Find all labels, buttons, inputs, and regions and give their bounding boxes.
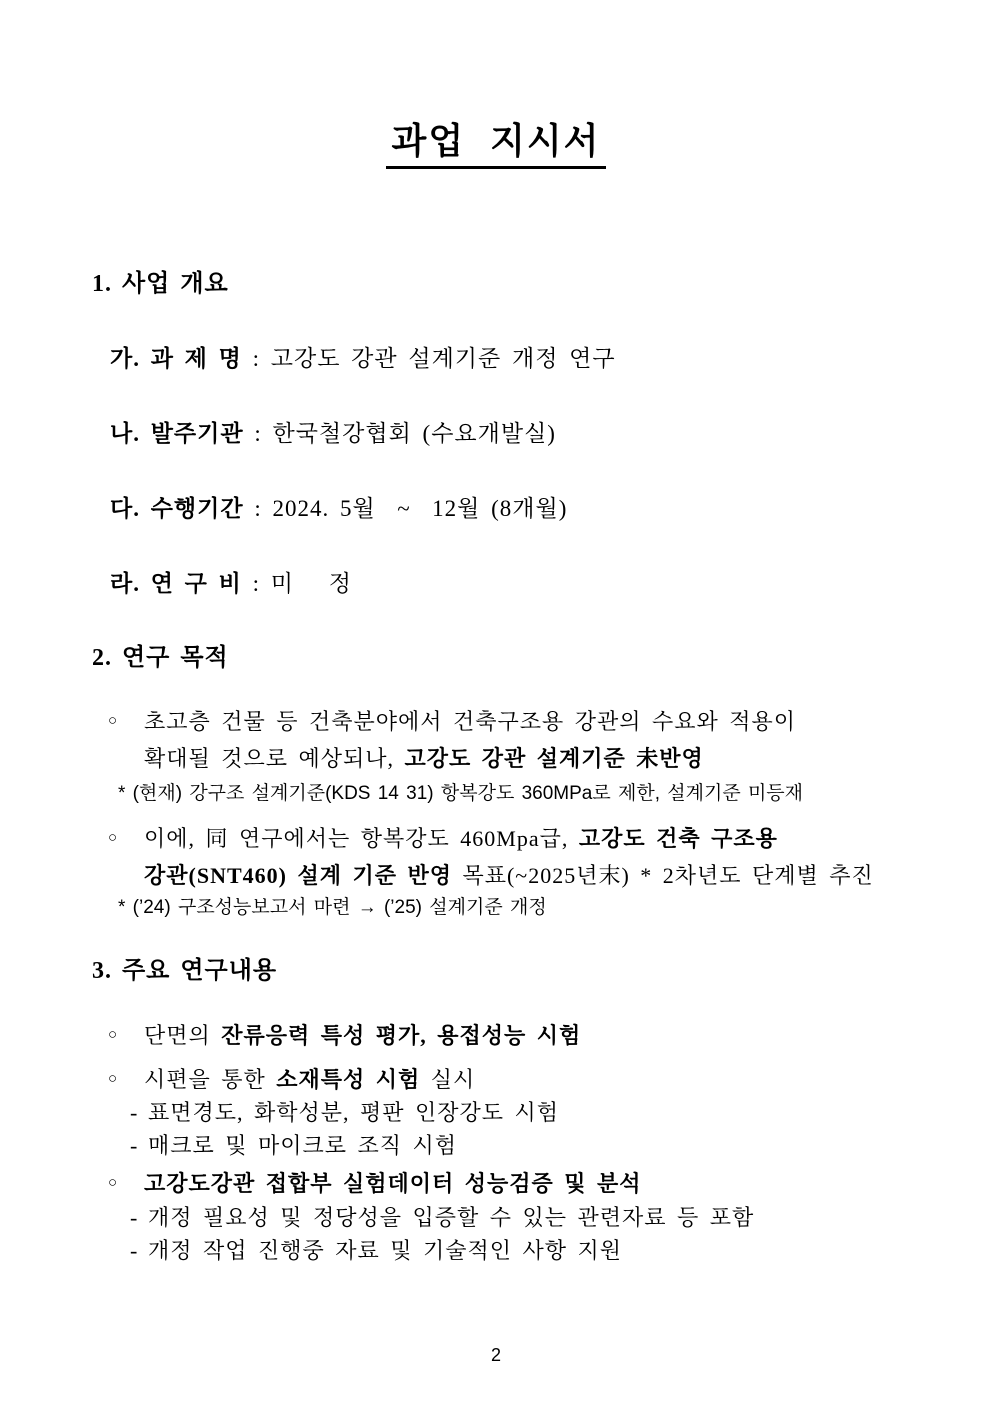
footnote (118, 780, 992, 807)
text-run-bold: 고강도강관 접합부 실험데이터 성능검증 및 분석 (144, 1171, 642, 1196)
text-run: 단면의 (144, 1023, 222, 1048)
sub-list-item (130, 1202, 992, 1233)
bullet-text (144, 820, 992, 894)
field-separator: : (241, 346, 271, 371)
bullet-marker: ○ (108, 713, 119, 729)
bullet-marker: ○ (108, 1071, 119, 1087)
bullet-text (144, 1168, 992, 1199)
text-run: 목표(~2025년末) * 2차년도 단계별 추진 (451, 863, 874, 888)
bullet-text (144, 1020, 992, 1051)
bullet-line (144, 820, 992, 857)
bullet-marker: ○ (108, 1027, 119, 1043)
dash-marker: - (130, 1205, 139, 1230)
field-separator: : (243, 496, 273, 521)
field-label: 다. 수행기간 (110, 496, 244, 521)
text-run-bold: 고강도 강관 설계기준 未반영 (404, 746, 704, 771)
field-value: 2024. 5월 ~ 12월 (8개월) (272, 496, 568, 521)
sub-list-item (130, 1097, 992, 1128)
dash-marker: - (130, 1100, 139, 1125)
text-run-bold: 소재특성 시험 (276, 1067, 421, 1092)
bullet-item (108, 1020, 992, 1051)
field-ordering-agency (110, 420, 992, 448)
bullet-item (108, 1168, 992, 1199)
sub-item-text: 매크로 및 마이크로 조직 시험 (148, 1133, 458, 1158)
bullet-text (144, 1064, 992, 1095)
footnote-text: * (현재) 강구조 설계기준(KDS 14 31) 항복강도 360MPa로 제한, 설계기준 미등재 (118, 783, 804, 804)
bullet-line (144, 740, 992, 777)
footnote (118, 894, 992, 921)
bullet-item (108, 703, 992, 777)
bullet-marker: ○ (108, 830, 119, 846)
field-project-name (110, 345, 992, 373)
text-run-bold: 고강도 건축 구조용 (578, 826, 778, 851)
field-label: 라. 연 구 비 (110, 571, 242, 596)
section-2-heading: 2. 연구 목적 (92, 645, 229, 671)
text-run: 실시 (420, 1067, 476, 1092)
text-run: 시편을 통한 (144, 1067, 277, 1092)
bullet-item (108, 1064, 992, 1095)
field-separator: : (241, 571, 271, 596)
bullet-item (108, 820, 992, 894)
bullet-line (144, 703, 992, 740)
text-run: 초고층 건물 등 건축분야에서 건축구조용 강관의 수요와 적용이 (144, 709, 797, 734)
field-value: 미 정 (270, 571, 352, 596)
bullet-line (144, 1064, 992, 1095)
sub-list-item (130, 1130, 992, 1161)
bullet-line (144, 857, 992, 894)
page-number: 2 (490, 1345, 501, 1365)
text-run: 이에, 同 연구에서는 항복강도 460Mpa급, (144, 826, 579, 851)
text-run: 확대될 것으로 예상되나, (144, 746, 405, 771)
dash-marker: - (130, 1133, 139, 1158)
text-run-bold: 강관(SNT460) 설계 기준 반영 (144, 863, 452, 888)
bullet-text (144, 703, 992, 777)
section-3-heading: 3. 주요 연구내용 (92, 958, 278, 984)
bullet-marker: ○ (108, 1175, 119, 1191)
field-label: 나. 발주기관 (110, 421, 244, 446)
bullet-line (144, 1020, 992, 1051)
document-title: 과업 지시서 (386, 118, 607, 169)
field-research-budget (110, 570, 992, 598)
field-value: 고강도 강관 설계기준 개정 연구 (270, 346, 616, 371)
field-value: 한국철강협회 (수요개발실) (272, 421, 556, 446)
sub-item-text: 개정 필요성 및 정당성을 입증할 수 있는 관련자료 등 포함 (148, 1205, 755, 1230)
sub-item-text: 표면경도, 화학성분, 평판 인장강도 시험 (148, 1100, 560, 1125)
section-1-heading: 1. 사업 개요 (92, 271, 229, 297)
sub-item-text: 개정 작업 진행중 자료 및 기술적인 사항 지원 (148, 1238, 623, 1263)
field-label: 가. 과 제 명 (110, 346, 242, 371)
title-block (0, 0, 992, 169)
footnote-text: * (’24) 구조성능보고서 마련 → (’25) 설계기준 개정 (118, 897, 547, 918)
dash-marker: - (130, 1238, 139, 1263)
bullet-line (144, 1168, 992, 1199)
field-separator: : (243, 421, 273, 446)
field-project-period (110, 495, 992, 523)
sub-list-item (130, 1235, 992, 1266)
text-run-bold: 잔류응력 특성 평가, 용접성능 시험 (221, 1023, 582, 1048)
